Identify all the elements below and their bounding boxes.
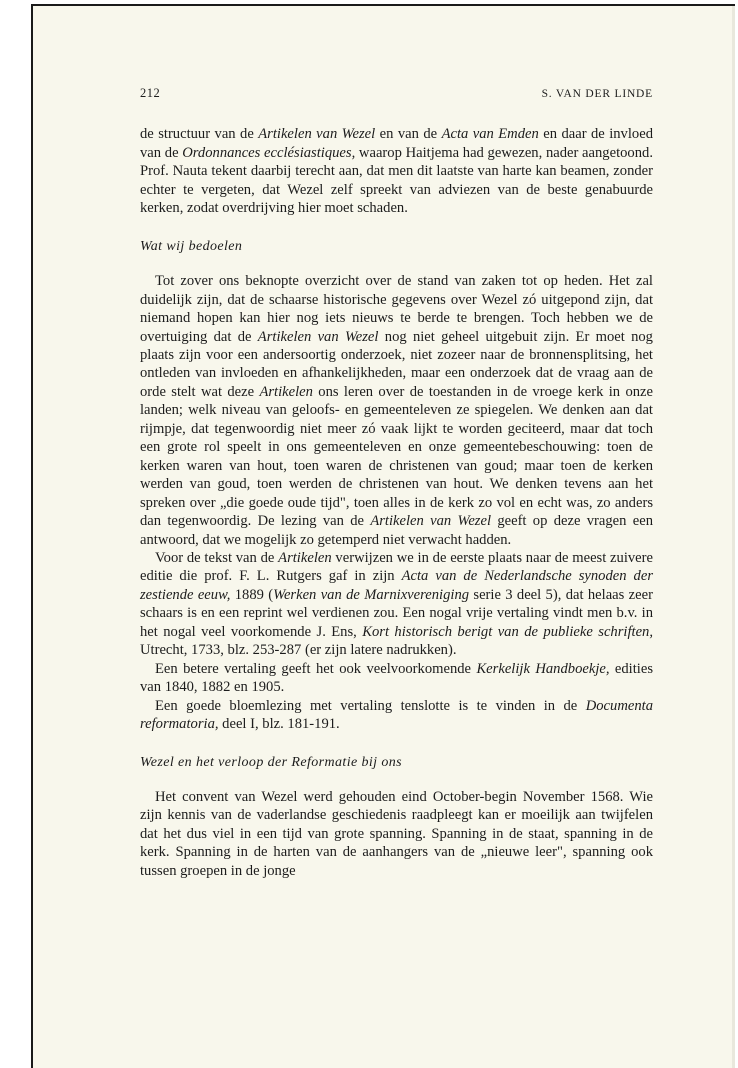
italic-title: Artikelen [259, 383, 313, 400]
italic-title: Artikelen [278, 549, 332, 566]
paragraph [140, 660, 653, 697]
paragraph [140, 788, 653, 880]
text-run: deel I, blz. 181-191. [218, 716, 340, 733]
text-run: Voor de tekst van de [155, 549, 279, 566]
paragraph [140, 697, 653, 734]
running-header [140, 84, 653, 103]
italic-title: Documenta reformatoria, [140, 697, 653, 733]
text-run: de structuur van de [140, 126, 259, 143]
scan-edge [732, 6, 735, 1068]
text-run: Een goede bloemlezing met vertaling tenslotte is te vinden in de [155, 697, 586, 714]
section-heading: Wezel en het verloop der Reformatie bij ons [140, 754, 403, 770]
paragraph [140, 125, 653, 217]
document-page [31, 4, 735, 1068]
text-run: serie 3 deel 5), dat helaas zeer schaars is en een reprint wel verdienen zou. Een nogal vrije vertaling vindt men b.v. in het nogal veel voorkomende J. Ens, [140, 586, 653, 640]
text-run: waarop Haitjema had gewezen, nader aangetoond. Prof. Nauta tekent daarbij terecht aan, dat men dit laatste van harte kan beamen, zonder echter te vergeten, dat Wezel zelf spreekt van adviezen van de beste genabuurde kerken, zodat overdrijving hier moet schaden. [140, 144, 653, 217]
text-run: geeft op deze vragen een antwoord, dat we mogelijk zo getemperd niet verwacht hadden. [140, 513, 653, 548]
paragraph [140, 272, 653, 549]
text-run: nog niet geheel uitgebuit zijn. Er moet nog plaats zijn voor een andersoortig onderzoek, niet zozeer naar de bronnensplitsing, het ontleden van invloeden en afhankelijkheden, maar een onderzoek dat de vraag aan de orde stelt wat deze [140, 328, 653, 400]
body-text [140, 125, 653, 880]
italic-title: Acta van Emden [441, 126, 539, 143]
paragraph [140, 549, 653, 660]
italic-title: Acta van de Nederlandsche synoden der zestiende eeuw, [140, 568, 653, 603]
text-run: ons leren over de toestanden in de vroege kerk in onze landen; welk niveau van geloofs- en gemeenteleven ze spiegelen. We denken aan dat rijmpje, dat tegenwoordig niet meer zó vaak lijkt te worden geciteerd, maar dat toch een grote rol speelt in ons gemeenteleven en onze gemeentebeschouwing: toen de kerken waren van hout, toen waren de christenen van goud; maar toen de kerken werden van goud, toen werden de christenen van hout. We denken tevens aan het spreken over „die goede oude tijd", toen alles in de kerk zo vol en echt was, zo anders dan tegenwoordig. De lezing van de [140, 383, 653, 530]
text-run: edities van 1840, 1882 en 1905. [140, 660, 653, 696]
text-run: Het convent van Wezel werd gehouden eind October-begin November 1568. Wie zijn kennis van de vaderlandse geschiedenis raadpleegt kan er moeilijk aan twijfelen dat het dus viel in een tijd van grote spanning. Spanning in de staat, spanning in de kerk. Spanning in de harten van de aanhangers van de „nieuwe leer", spanning ook tussen groepen in de jonge [140, 788, 653, 879]
section-heading: Wat wij bedoelen [140, 238, 243, 254]
italic-title: Artikelen van Wezel [258, 126, 376, 143]
italic-title: Kort historisch berigt van de publieke schriften, [362, 623, 653, 640]
text-run: en van de [375, 126, 442, 143]
page-content [140, 84, 653, 880]
running-title: S. VAN DER LINDE [541, 88, 653, 100]
text-run: 1889 ( [230, 586, 274, 603]
italic-title: Artikelen van Wezel [370, 513, 492, 530]
text-run: Tot zover ons beknopte overzicht over de stand van zaken tot op heden. Het zal duidelijk zijn, dat de schaarse historische gegevens over Wezel zó uitgepond zijn, dat niemand hopen kan hier nog iets nieuws te berde te brengen. Toch hebben we de overtuiging dat de [140, 273, 653, 345]
italic-title: Artikelen van Wezel [257, 328, 379, 345]
text-run: Een betere vertaling geeft het ook veelvoorkomende [155, 660, 477, 677]
text-run: en daar de invloed van de [140, 126, 653, 161]
italic-title: Ordonnances ecclésiastiques, [182, 144, 356, 161]
text-run: verwijzen we in de eerste plaats naar de meest zuivere editie die prof. F. L. Rutgers gaf in zijn [140, 549, 653, 585]
italic-title: Werken van de Marnixvereniging [273, 586, 470, 603]
italic-title: Kerkelijk Handboekje, [476, 660, 610, 677]
text-run: Utrecht, 1733, blz. 253-287 (er zijn latere nadrukken). [140, 642, 457, 659]
page-number: 212 [140, 86, 161, 100]
